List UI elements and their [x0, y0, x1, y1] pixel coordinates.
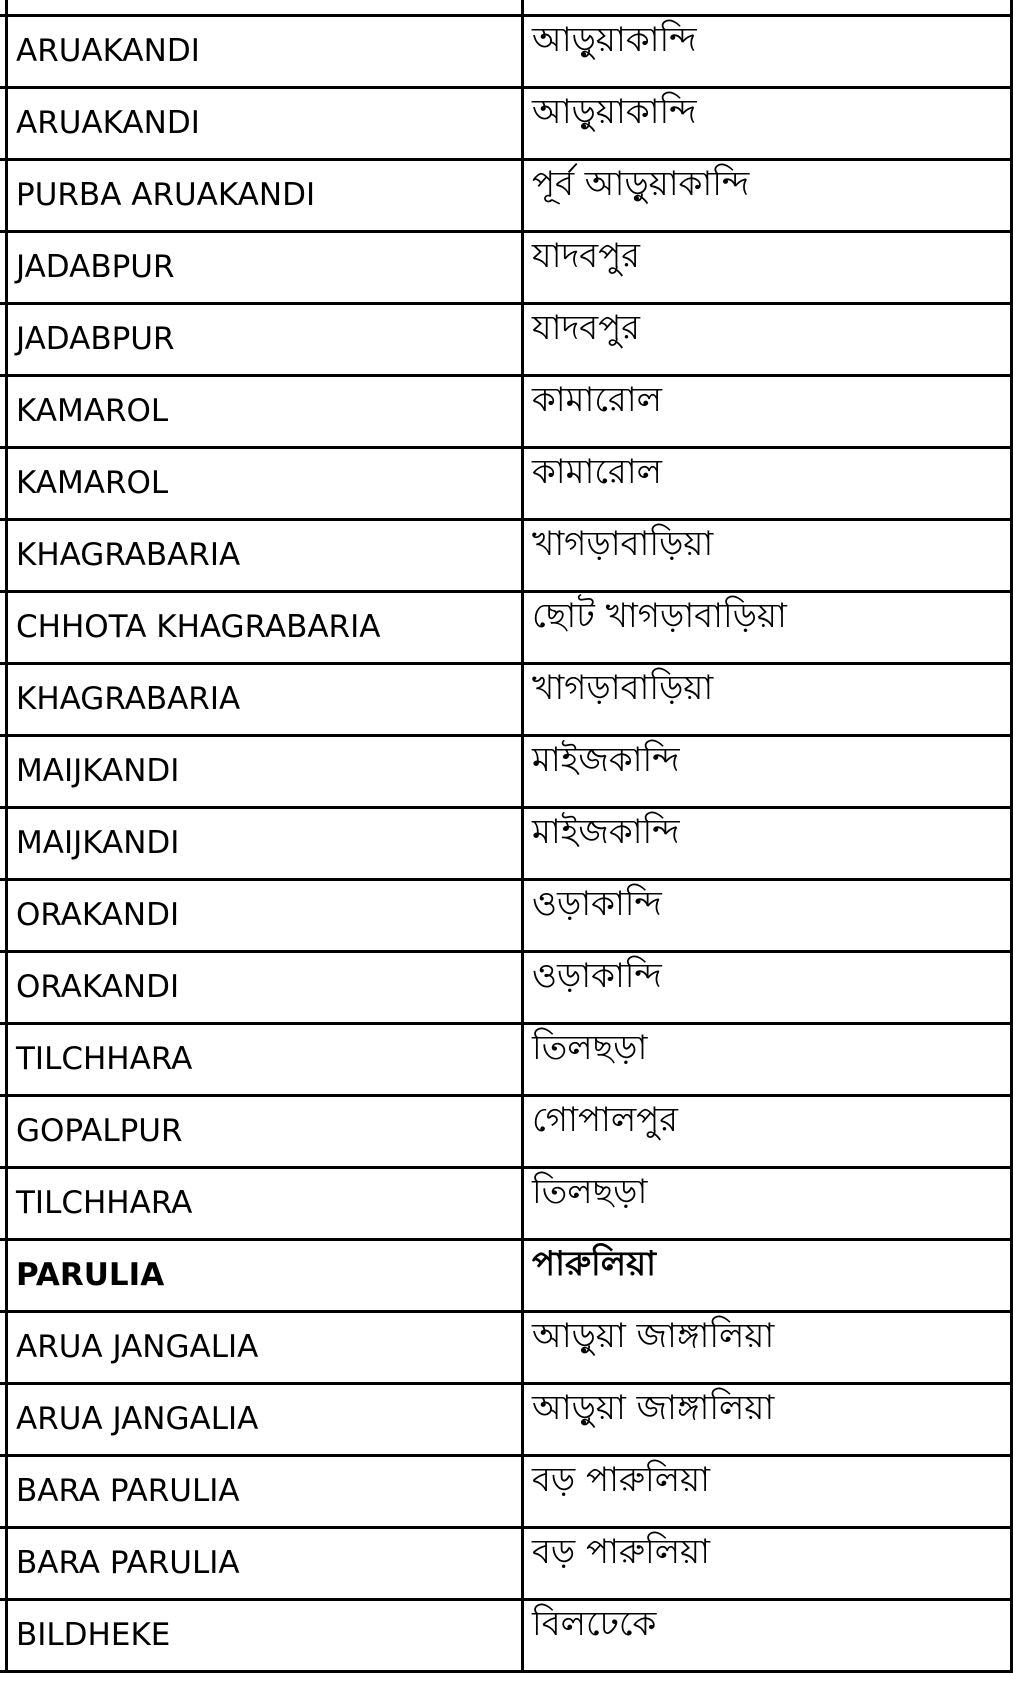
english-name-cell: KHAGRABARIA	[7, 520, 523, 592]
table-row	[0, 1456, 1013, 1528]
english-name-cell: ARUAKANDI	[7, 88, 523, 160]
bengali-name-cell: খাগড়াবাড়িয়া	[523, 520, 1012, 592]
table-row	[0, 592, 1013, 664]
english-name-cell: ORAKANDI	[7, 880, 523, 952]
table-row	[0, 0, 1013, 16]
english-name-cell: BARA PARULIA	[7, 1456, 523, 1528]
table-row	[0, 448, 1013, 520]
english-name-cell	[7, 0, 523, 16]
english-name-cell: KAMAROL	[7, 448, 523, 520]
table-row	[0, 1024, 1013, 1096]
english-name-cell: PARULIA	[7, 1240, 523, 1312]
bengali-name-cell: ওড়াকান্দি	[523, 952, 1012, 1024]
english-name-cell: GOPALPUR	[7, 1096, 523, 1168]
bengali-name-cell: খাগড়াবাড়িয়া	[523, 664, 1012, 736]
bengali-name-cell: আড়ুয়াকান্দি	[523, 88, 1012, 160]
english-name-cell: ORAKANDI	[7, 952, 523, 1024]
bengali-name-cell: কামারোল	[523, 376, 1012, 448]
bengali-name-cell: পূর্ব আড়ুয়াকান্দি	[523, 160, 1012, 232]
table-row	[0, 88, 1013, 160]
bengali-name-cell: যাদবপুর	[523, 304, 1012, 376]
bengali-name-cell: আড়ুয়া জাঙ্গালিয়া	[523, 1384, 1012, 1456]
table-row	[0, 160, 1013, 232]
bengali-name-cell: গোপালপুর	[523, 1096, 1012, 1168]
bengali-name-cell: বড় পারুলিয়া	[523, 1456, 1012, 1528]
table-row	[0, 1528, 1013, 1600]
english-name-cell: PURBA ARUAKANDI	[7, 160, 523, 232]
english-name-cell: ARUAKANDI	[7, 16, 523, 88]
table-row	[0, 808, 1013, 880]
english-name-cell: BILDHEKE	[7, 1600, 523, 1672]
english-name-cell: TILCHHARA	[7, 1024, 523, 1096]
bengali-name-cell: তিলছড়া	[523, 1168, 1012, 1240]
table-row	[0, 376, 1013, 448]
table-row	[0, 736, 1013, 808]
bengali-name-cell: মাইজকান্দি	[523, 808, 1012, 880]
table-row	[0, 1240, 1013, 1312]
english-name-cell: TILCHHARA	[7, 1168, 523, 1240]
english-name-cell: JADABPUR	[7, 232, 523, 304]
bengali-name-cell: বড় পারুলিয়া	[523, 1528, 1012, 1600]
english-name-cell: JADABPUR	[7, 304, 523, 376]
bengali-name-cell: আড়ুয়া জাঙ্গালিয়া	[523, 1312, 1012, 1384]
bengali-name-cell: মাইজকান্দি	[523, 736, 1012, 808]
table-row	[0, 16, 1013, 88]
english-name-cell: BARA PARULIA	[7, 1528, 523, 1600]
english-name-cell: MAIJKANDI	[7, 808, 523, 880]
bengali-name-cell: ওড়াকান্দি	[523, 880, 1012, 952]
bengali-name-cell	[523, 0, 1012, 16]
bengali-name-cell: কামারোল	[523, 448, 1012, 520]
table-row	[0, 232, 1013, 304]
table-row	[0, 1312, 1013, 1384]
bengali-name-cell: ছোট খাগড়াবাড়িয়া	[523, 592, 1012, 664]
table-row	[0, 520, 1013, 592]
table-row	[0, 1096, 1013, 1168]
english-name-cell: KAMAROL	[7, 376, 523, 448]
bengali-name-cell: যাদবপুর	[523, 232, 1012, 304]
bengali-name-cell: তিলছড়া	[523, 1024, 1012, 1096]
bengali-name-cell: পারুলিয়া	[523, 1240, 1012, 1312]
table-row	[0, 1384, 1013, 1456]
table-row	[0, 880, 1013, 952]
bengali-name-cell: আড়ুয়াকান্দি	[523, 16, 1012, 88]
english-name-cell: ARUA JANGALIA	[7, 1384, 523, 1456]
english-name-cell: KHAGRABARIA	[7, 664, 523, 736]
table-row	[0, 1168, 1013, 1240]
table-row	[0, 952, 1013, 1024]
table-row	[0, 304, 1013, 376]
english-name-cell: CHHOTA KHAGRABARIA	[7, 592, 523, 664]
english-name-cell: MAIJKANDI	[7, 736, 523, 808]
table-row	[0, 664, 1013, 736]
english-name-cell: ARUA JANGALIA	[7, 1312, 523, 1384]
bengali-name-cell: বিলঢেকে	[523, 1600, 1012, 1672]
table-row	[0, 1600, 1013, 1672]
